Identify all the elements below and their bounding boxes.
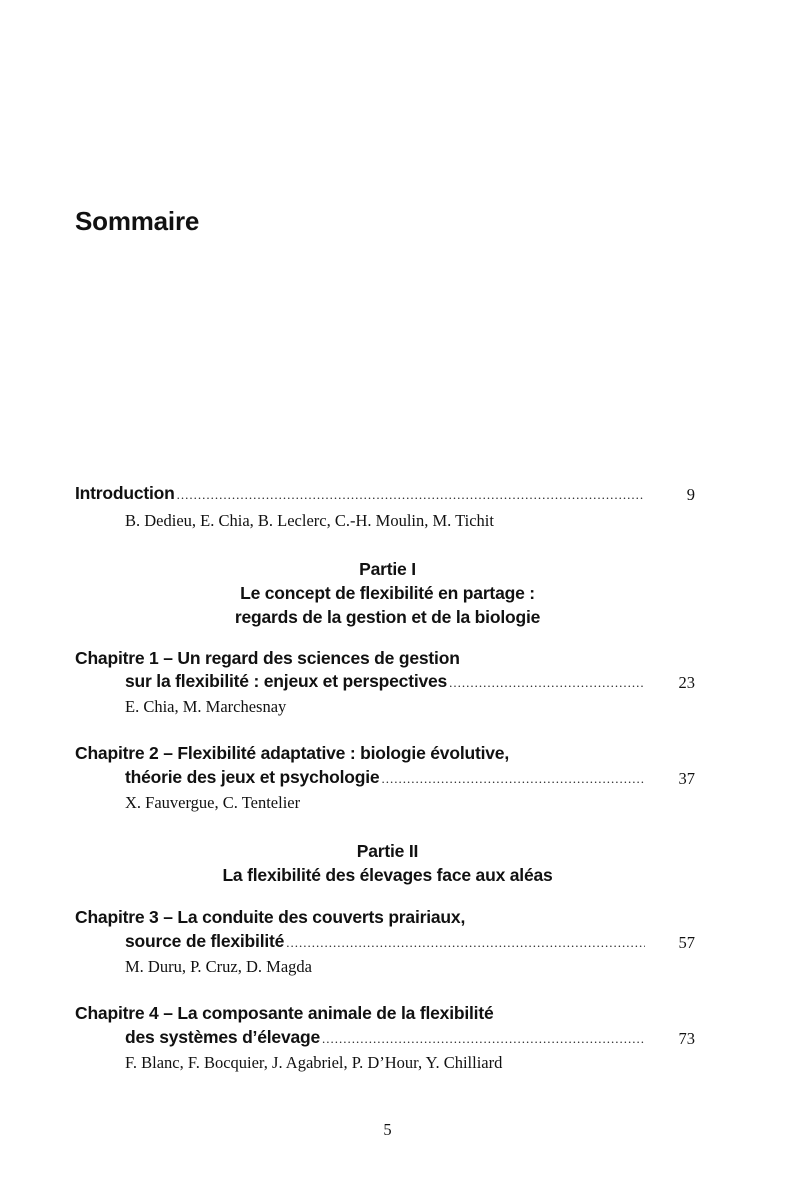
toc-entry-introduction[interactable] — [75, 483, 645, 504]
part-1-label: Partie I — [359, 559, 416, 579]
chapter-4-authors: F. Blanc, F. Bocquier, J. Agabriel, P. D’Hour, Y. Chilliard — [125, 1053, 503, 1072]
chapter-1-authors: E. Chia, M. Marchesnay — [125, 697, 287, 716]
chapter-3-title-line-1[interactable]: Chapitre 3 – La conduite des couverts prairiaux, — [75, 907, 466, 927]
page-folio: 5 — [383, 1120, 392, 1139]
chapter-2-authors: X. Fauvergue, C. Tentelier — [125, 793, 301, 812]
chapter-2-title-line-1[interactable]: Chapitre 2 – Flexibilité adaptative : biologie évolutive, — [75, 743, 509, 763]
part-2-label: Partie II — [356, 841, 419, 861]
chapter-3-title-line-2: source de flexibilité — [125, 931, 285, 951]
chapter-3-authors: M. Duru, P. Cruz, D. Magda — [125, 957, 312, 976]
chapter-4-page-number: 73 — [678, 1029, 695, 1048]
introduction-title: Introduction — [75, 483, 175, 503]
part-1-title-line-2: regards de la gestion et de la biologie — [234, 607, 541, 627]
dot-leader — [381, 771, 645, 787]
dot-leader — [449, 675, 645, 691]
part-2-title-line-1: La flexibilité des élevages face aux aléas — [222, 865, 553, 885]
chapter-4-title-line-2: des systèmes d’élevage — [125, 1027, 321, 1047]
dot-leader — [177, 487, 645, 503]
toc-entry-chapter-4[interactable] — [125, 1027, 645, 1048]
page-title: Sommaire — [75, 206, 200, 236]
chapter-3-page-number: 57 — [678, 933, 695, 952]
toc-entry-chapter-1[interactable] — [125, 671, 645, 692]
chapter-4-title-line-1[interactable]: Chapitre 4 – La composante animale de la flexibilité — [75, 1003, 494, 1023]
toc-entry-chapter-3[interactable] — [125, 931, 645, 952]
chapter-2-page-number: 37 — [678, 769, 695, 788]
introduction-authors: B. Dedieu, E. Chia, B. Leclerc, C.-H. Moulin, M. Tichit — [125, 511, 494, 530]
chapter-1-page-number: 23 — [678, 673, 695, 692]
dot-leader — [322, 1031, 645, 1047]
part-2-heading — [75, 839, 700, 887]
introduction-page-number: 9 — [686, 485, 695, 504]
part-1-heading — [75, 557, 700, 629]
toc-entry-chapter-2[interactable] — [125, 767, 645, 788]
part-1-title-line-1: Le concept de flexibilité en partage : — [240, 583, 535, 603]
chapter-1-title-line-2: sur la flexibilité : enjeux et perspectives — [125, 671, 448, 691]
chapter-1-title-line-1[interactable]: Chapitre 1 – Un regard des sciences de gestion — [75, 648, 460, 668]
chapter-2-title-line-2: théorie des jeux et psychologie — [125, 767, 380, 787]
dot-leader — [286, 935, 645, 951]
